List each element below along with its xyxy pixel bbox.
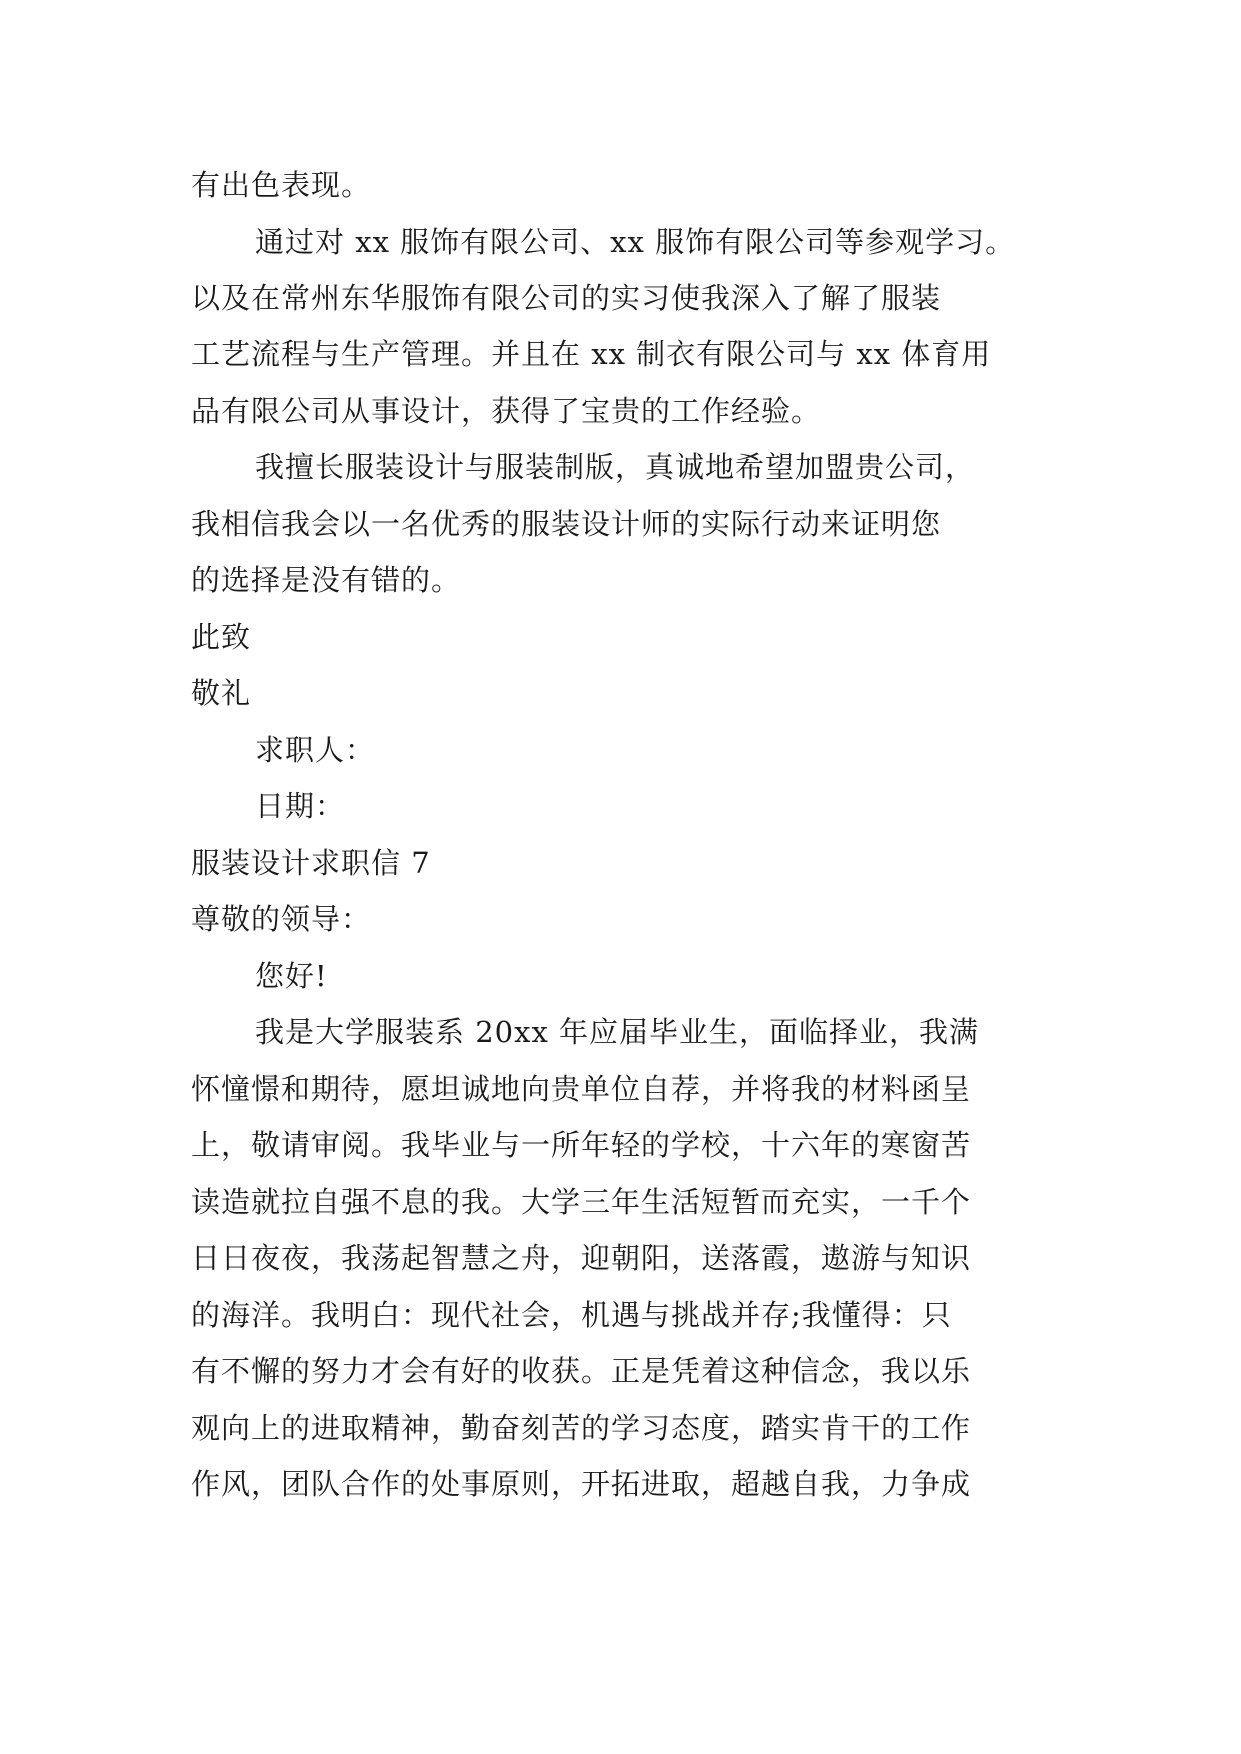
closing-line: 敬礼 — [191, 676, 252, 710]
salutation: 尊敬的领导： — [191, 902, 372, 936]
text-line: 怀憧憬和期待，愿坦诚地向贵单位自荐，并将我的材料函呈 — [191, 1072, 972, 1106]
text-line: 品有限公司从事设计，获得了宝贵的工作经验。 — [191, 394, 822, 428]
text-line: 作风，团队合作的处事原则，开拓进取，超越自我，力争成 — [191, 1467, 972, 1501]
greeting: 您好! — [255, 959, 328, 993]
text-line: 读造就拉自强不息的我。大学三年生活短暂而充实，一千个 — [191, 1185, 972, 1219]
section-title: 服装设计求职信 7 — [191, 846, 431, 880]
text-line: 有出色表现。 — [191, 168, 372, 202]
text-line: 以及在常州东华服饰有限公司的实习使我深入了解了服装 — [191, 281, 942, 315]
text-line: 我是大学服装系 20xx 年应届毕业生，面临择业，我满 — [255, 1015, 980, 1049]
signature-line: 求职人： — [255, 733, 376, 767]
text-line: 通过对 xx 服饰有限公司、xx 服饰有限公司等参观学习。 — [255, 225, 1016, 259]
text-line: 观向上的进取精神，勤奋刻苦的学习态度，踏实肯干的工作 — [191, 1411, 972, 1445]
text-line: 的选择是没有错的。 — [191, 563, 462, 597]
text-line: 日日夜夜，我荡起智慧之舟，迎朝阳，送落霞，遨游与知识 — [191, 1241, 972, 1275]
text-line: 我相信我会以一名优秀的服装设计师的实际行动来证明您 — [191, 507, 942, 541]
text-line: 我擅长服装设计与服装制版，真诚地希望加盟贵公司， — [255, 450, 976, 484]
text-line: 的海洋。我明白：现代社会，机遇与挑战并存;我懂得：只 — [191, 1298, 952, 1332]
text-line: 上，敬请审阅。我毕业与一所年轻的学校，十六年的寒窗苦 — [191, 1128, 972, 1162]
text-line: 有不懈的努力才会有好的收获。正是凭着这种信念，我以乐 — [191, 1354, 972, 1388]
date-line: 日期： — [255, 789, 346, 823]
closing-line: 此致 — [191, 620, 252, 654]
text-line: 工艺流程与生产管理。并且在 xx 制衣有限公司与 xx 体育用 — [191, 337, 992, 371]
